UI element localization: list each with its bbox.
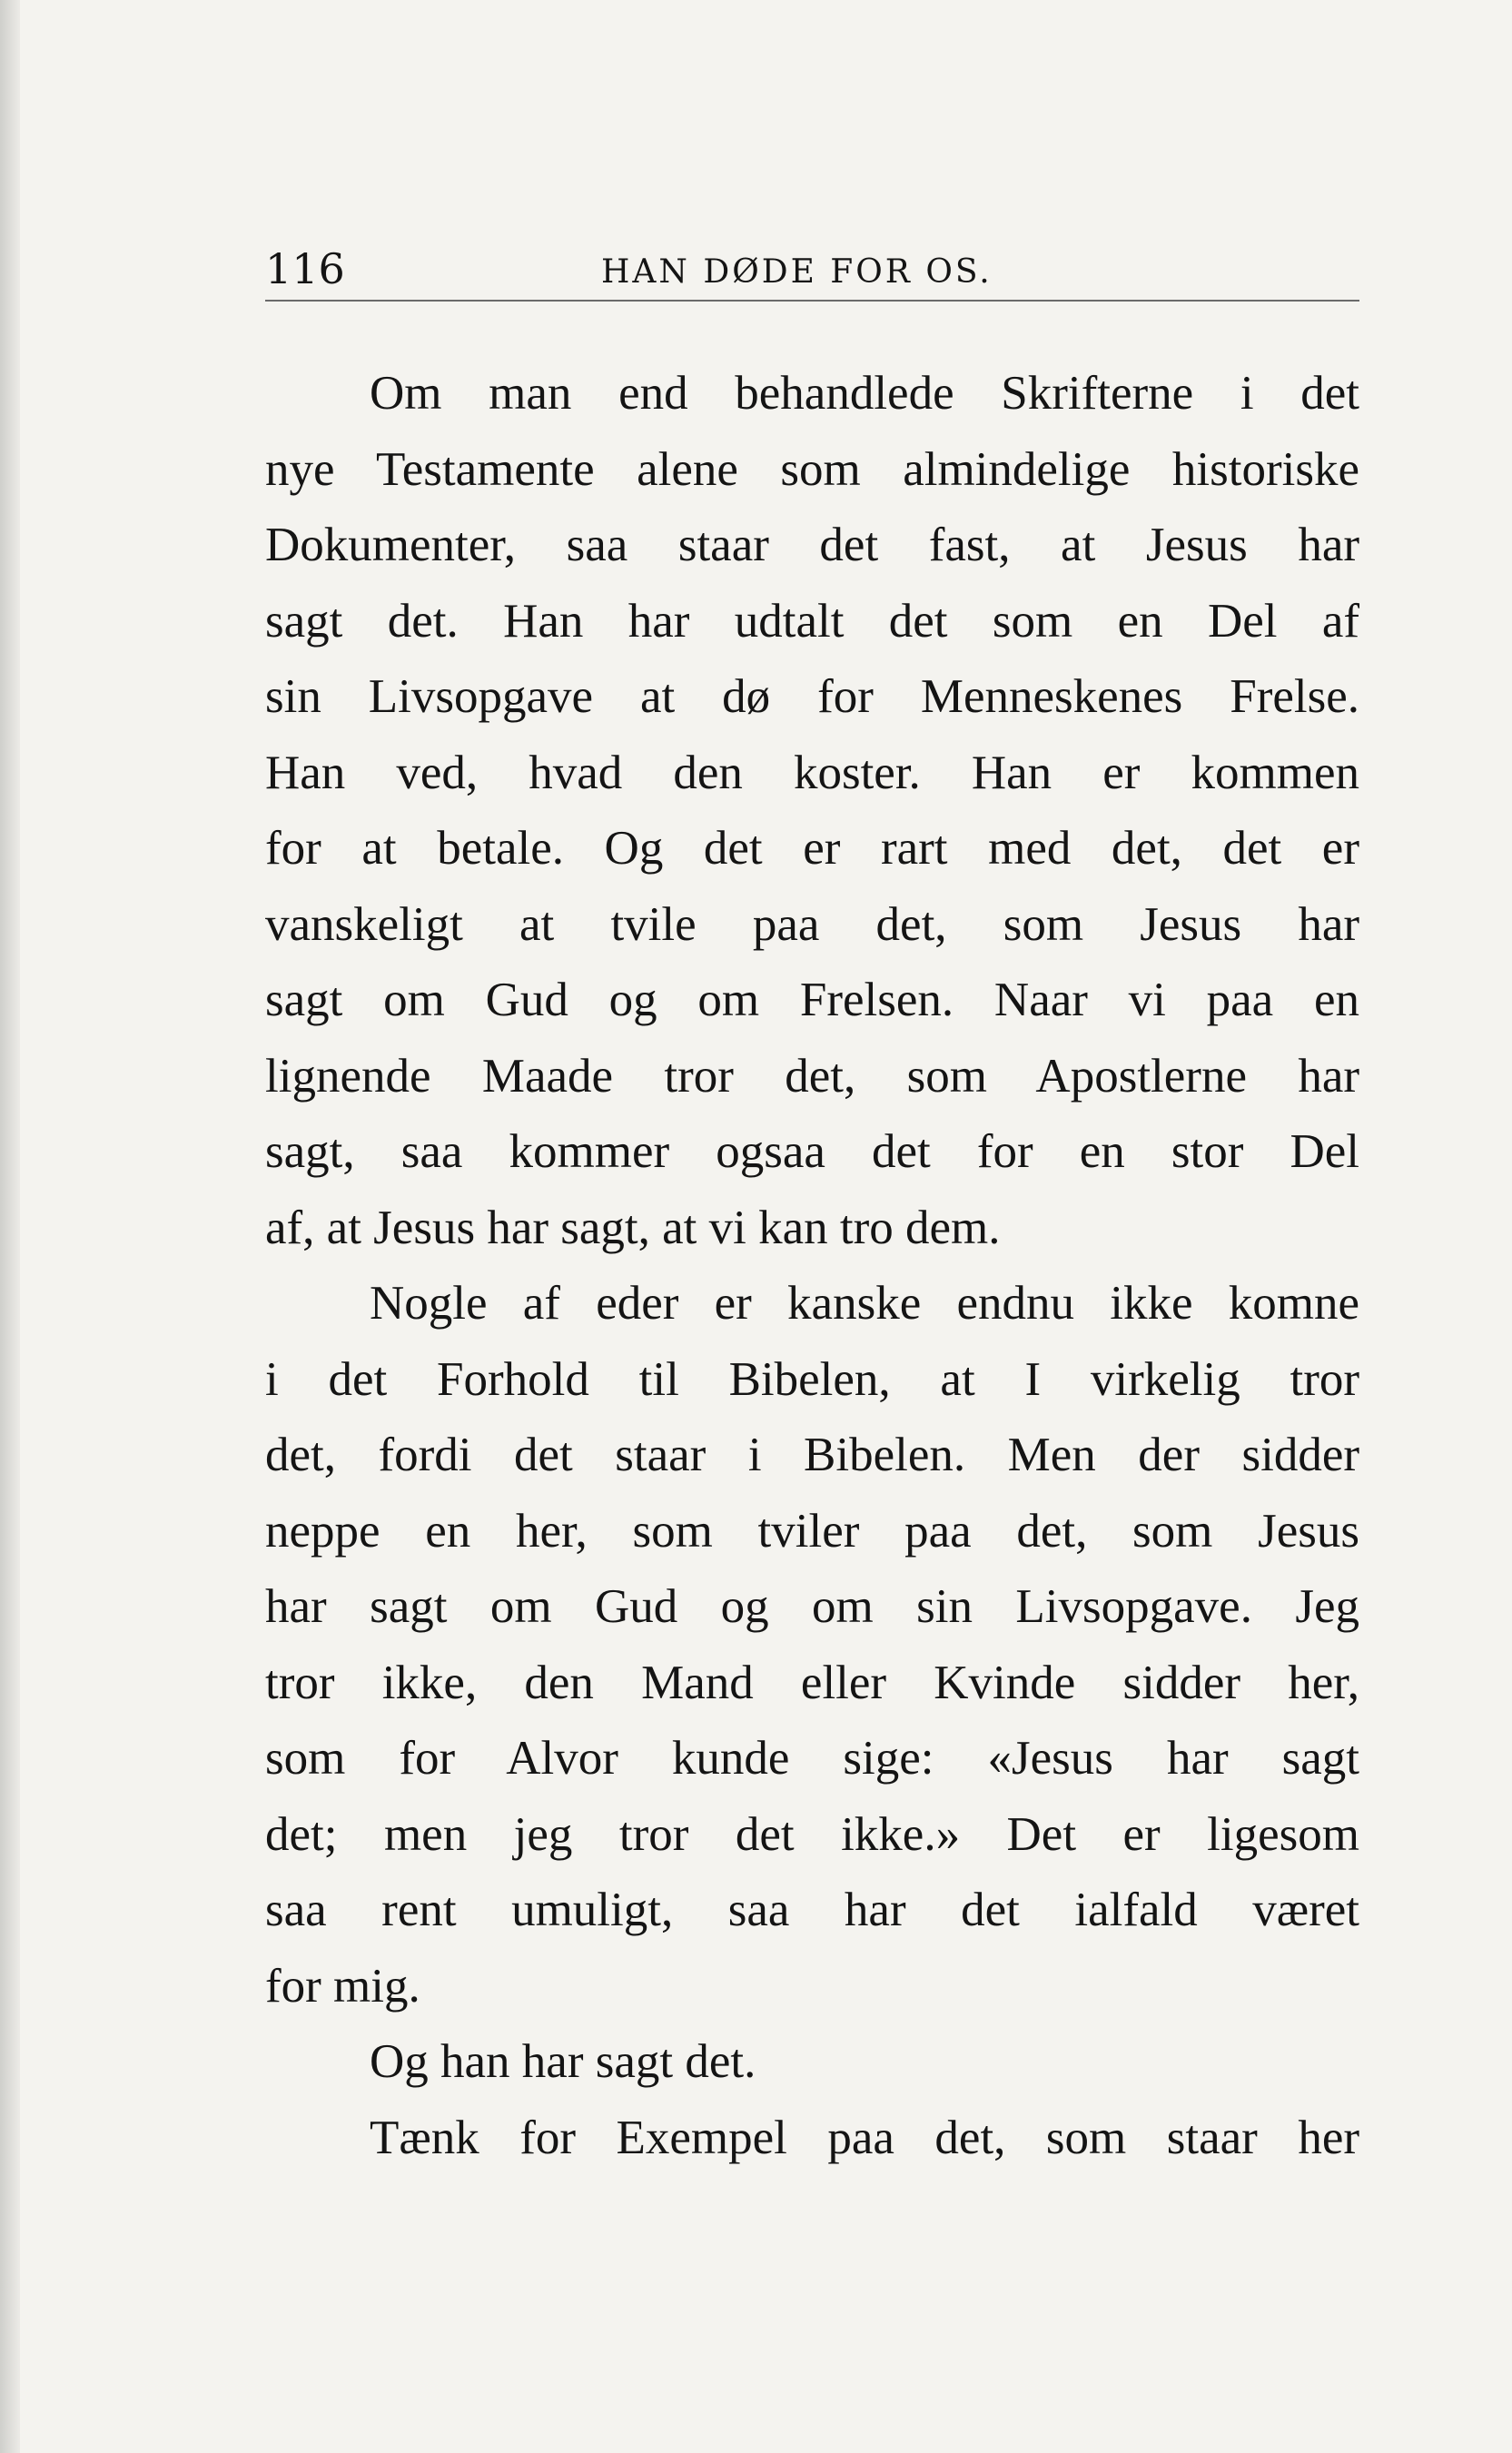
text-line: tror ikke, den Mand eller Kvinde sidder her, xyxy=(265,1656,1359,1709)
text-line: det; men jeg tror det ikke.» Det er ligesom xyxy=(265,1807,1359,1861)
text-line: har sagt om Gud og om sin Livsopgave. Jeg xyxy=(265,1580,1359,1633)
text-line: Og han har sagt det. xyxy=(370,2035,756,2088)
book-page xyxy=(265,243,1359,2176)
text-line: for at betale. Og det er rart med det, det er xyxy=(265,822,1359,875)
text-line: i det Forhold til Bibelen, at I virkelig tror xyxy=(265,1352,1359,1406)
text-line: sin Livsopgave at dø for Menneskenes Frelse. xyxy=(265,670,1359,723)
text-line: Tænk for Exempel paa det, som staar her xyxy=(370,2111,1359,2164)
scan-edge xyxy=(0,0,20,2453)
text-line: Om man end behandlede Skrifterne i det xyxy=(370,367,1359,420)
text-line: neppe en her, som tviler paa det, som Jesus xyxy=(265,1504,1359,1558)
text-line: saa rent umuligt, saa har det ialfald været xyxy=(265,1884,1359,1936)
page-number: 116 xyxy=(265,244,345,293)
running-title: HAN DØDE FOR OS. xyxy=(601,253,993,291)
text-line: Nogle af eder er kanske endnu ikke komne xyxy=(370,1277,1359,1330)
text-line: af, at Jesus har sagt, at vi kan tro dem. xyxy=(265,1201,1001,1254)
paragraph xyxy=(265,2024,1359,2101)
text-line: det, fordi det staar i Bibelen. Men der sidder xyxy=(265,1429,1359,1481)
text-line: Han ved, hvad den koster. Han er kommen xyxy=(265,746,1359,799)
paragraph xyxy=(265,1266,1359,2024)
text-line: sagt om Gud og om Frelsen. Naar vi paa en xyxy=(265,974,1359,1026)
text-line: som for Alvor kunde sige: «Jesus har sagt xyxy=(265,1732,1359,1785)
text-line: lignende Maade tror det, som Apostlerne har xyxy=(265,1049,1359,1103)
text-line: sagt, saa kommer ogsaa det for en stor Del xyxy=(265,1125,1359,1178)
paragraph xyxy=(265,356,1359,1266)
text-line: vanskeligt at tvile paa det, som Jesus har xyxy=(265,897,1359,951)
text-line: Dokumenter, saa staar det fast, at Jesus har xyxy=(265,519,1359,571)
text-line: for mig. xyxy=(265,1959,420,2013)
paragraph xyxy=(265,2101,1359,2177)
running-head xyxy=(265,243,1359,302)
body-text xyxy=(265,356,1359,2176)
text-line: sagt det. Han har udtalt det som en Del af xyxy=(265,594,1359,648)
text-line: nye Testamente alene som almindelige historiske xyxy=(265,442,1359,496)
